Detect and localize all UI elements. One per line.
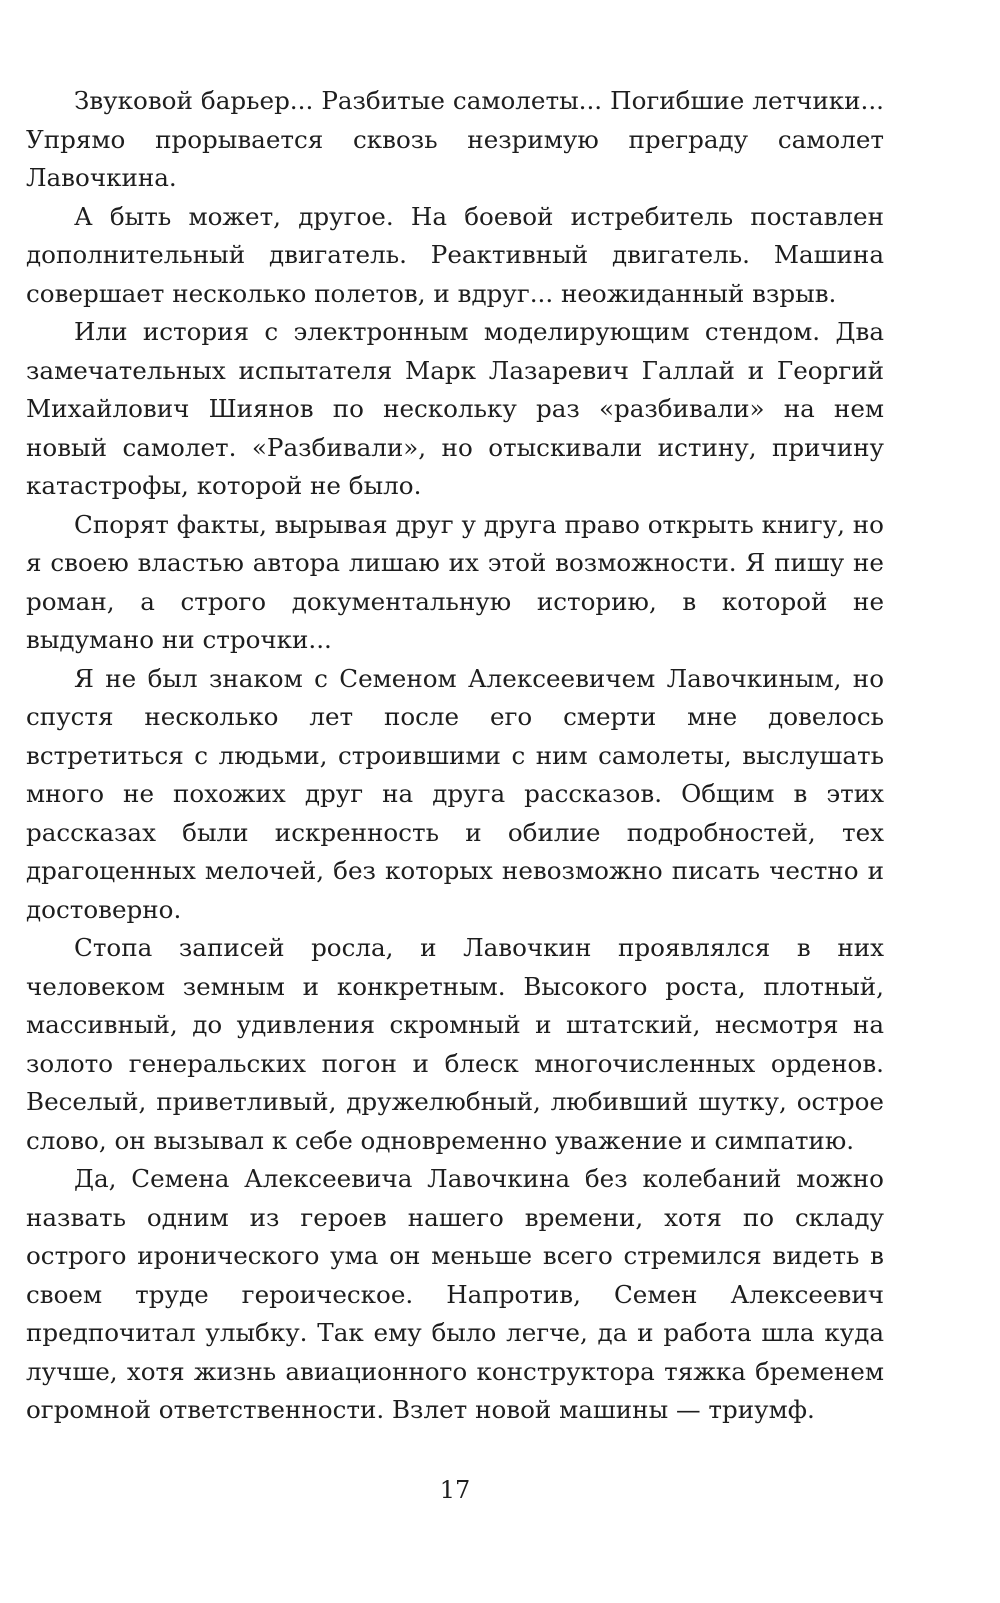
- paragraph-5: Я не был знаком с Семеном Алексеевичем Лавочкиным, но спустя несколько лет после его смерти мне довелось встретиться с людьми, строившими с ним самолеты, выслушать много не похожих друг на друга рассказов. Общим в этих рассказах были искренность и обилие подробностей, тех драгоценных мелочей, без которых невозможно писать честно и достоверно.: [26, 663, 884, 924]
- body-text: [26, 82, 884, 1430]
- paragraph-2: А быть может, другое. На боевой истребитель поставлен дополнительный двигатель. Реактивный двигатель. Машина совершает несколько полетов, и вдруг... неожиданный взрыв.: [26, 201, 884, 308]
- paragraph-7: Да, Семена Алексеевича Лавочкина без колебаний можно назвать одним из героев нашего времени, хотя по складу острого иронического ума он меньше всего стремился видеть в своем труде героическое. Напротив, Семен Алексеевич предпочитал улыбку. Так ему было легче, да и работа шла куда лучше, хотя жизнь авиационного конструктора тяжка бременем огромной ответственности. Взлет новой машины — триумф.: [26, 1164, 884, 1424]
- paragraph-6: Стопа записей росла, и Лавочкин проявлялся в них человеком земным и конкретным. Высокого роста, плотный, массивный, до удивления скромный и штатский, несмотря на золото генеральских погон и блеск многочисленных орденов. Веселый, приветливый, дружелюбный, любивший шутку, острое слово, он вызывал к себе одновременно уважение и симпатию.: [26, 933, 884, 1155]
- paragraph-4: Спорят факты, вырывая друг у друга право открыть книгу, но я своею властью автора лишаю их этой возможности. Я пишу не роман, а строго документальную историю, в которой не выдумано ни строчки...: [26, 509, 884, 654]
- paragraph-3: Или история с электронным моделирующим стендом. Два замечательных испытателя Марк Лазаревич Галлай и Георгий Михайлович Шиянов по нескольку раз «разбивали» на нем новый самолет. «Разбивали», но отыскивали истину, причину катастрофы, которой не было.: [26, 317, 884, 500]
- page-number: 17: [439, 1476, 471, 1504]
- paragraph-1: Звуковой барьер... Разбитые самолеты... Погибшие летчики... Упрямо прорывается сквозь незримую преграду самолет Лавочкина.: [26, 86, 884, 192]
